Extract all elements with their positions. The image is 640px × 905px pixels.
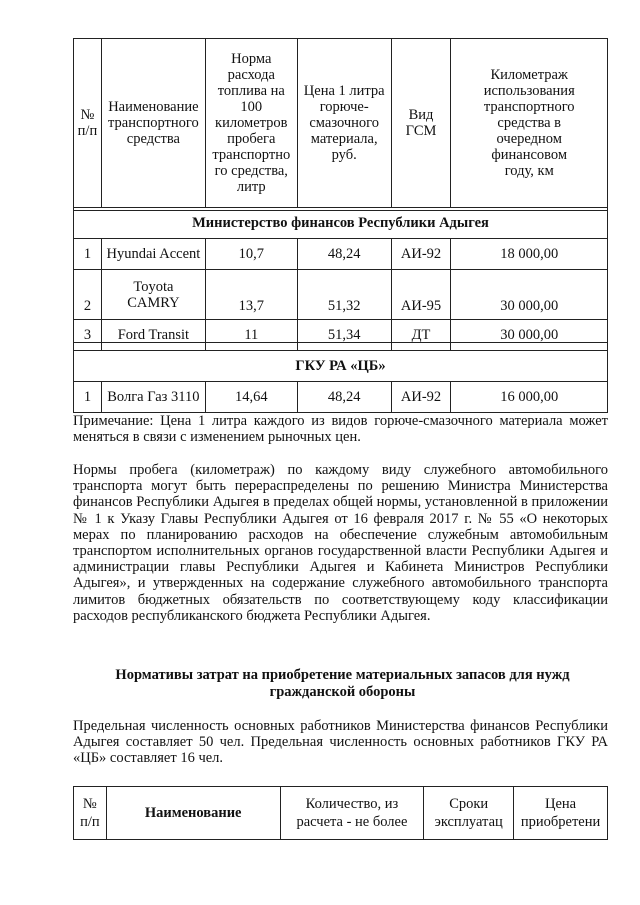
- header-vehicle-name: Наименование транспортного средства: [101, 39, 205, 208]
- row-num: 2: [74, 270, 102, 320]
- row-mileage: 18 000,00: [451, 239, 608, 270]
- civil-defense-heading: Нормативы затрат на приобретение материальных запасов для нужд гражданской обороны: [115, 667, 570, 700]
- row-norm: 11: [205, 320, 297, 351]
- header-quantity: Количество, из расчета - не более: [280, 787, 424, 840]
- header-name: Наименование: [106, 787, 280, 840]
- row-mileage: 16 000,00: [451, 382, 608, 413]
- header-purchase-price: Цена приобретени: [514, 787, 608, 840]
- row-vehicle: Toyota CAMRY: [101, 270, 205, 320]
- section-divider-line: [73, 342, 608, 343]
- row-price: 48,24: [297, 239, 391, 270]
- header-num: № п/п: [74, 39, 102, 208]
- row-fuel-type: АИ-92: [391, 239, 451, 270]
- row-price: 51,32: [297, 270, 391, 320]
- row-norm: 14,64: [205, 382, 297, 413]
- row-norm: 13,7: [205, 270, 297, 320]
- header-fuel-norm: Норма расхода топлива на 100 километров пробега транспортно го средства, литр: [205, 39, 297, 208]
- fuel-norms-table: [73, 38, 608, 413]
- row-fuel-type: АИ-92: [391, 382, 451, 413]
- row-vehicle: Волга Газ 3110: [101, 382, 205, 413]
- header-mileage: Километраж использования транспортного средства в очередном финансовом году, км: [451, 39, 608, 208]
- header-divider-line: [73, 210, 608, 211]
- header-num: № п/п: [74, 787, 107, 840]
- section-title: ГКУ РА «ЦБ»: [74, 351, 608, 382]
- header-fuel-type: Вид ГСМ: [391, 39, 451, 208]
- table-row: [74, 320, 608, 351]
- price-note: Примечание: Цена 1 литра каждого из видов горюче-смазочного материала может меняться в связи с изменением рыночных цен.: [73, 413, 608, 446]
- row-fuel-type: ДТ: [391, 320, 451, 351]
- table-header-row: [74, 39, 608, 208]
- row-norm: 10,7: [205, 239, 297, 270]
- row-num: 1: [74, 382, 102, 413]
- row-mileage: 30 000,00: [451, 320, 608, 351]
- supplies-table: [73, 786, 608, 840]
- row-vehicle: Ford Transit: [101, 320, 205, 351]
- row-price: 51,34: [297, 320, 391, 351]
- section-title: Министерство финансов Республики Адыгея: [74, 208, 608, 239]
- row-num: 1: [74, 239, 102, 270]
- section-row-ministry: [74, 208, 608, 239]
- row-price: 48,24: [297, 382, 391, 413]
- header-service-life: Сроки эксплуатац: [424, 787, 514, 840]
- table-row: [74, 239, 608, 270]
- row-vehicle: Hyundai Accent: [101, 239, 205, 270]
- header-fuel-price: Цена 1 литра горюче- смазочного материала, руб.: [297, 39, 391, 208]
- table-row: [74, 382, 608, 413]
- table-header-row: [74, 787, 608, 840]
- mileage-paragraph: Нормы пробега (километраж) по каждому виду служебного автомобильного транспорта могут быть перераспределены по решению Министра Министерства финансов Республики Адыгея в пределах общей нормы, установленной в приложении № 1 к Указу Главы Республики Адыгея от 16 февраля 2017 г. № 55 «О некоторых мерах по планированию расходов на обеспечение служебным автомобильным транспортом исполнительных органов государственной власти Республики Адыгея и администрации главы Республики Адыгея и Кабинета Министров Республики Адыгея», и утвержденных на содержание служебного автомобильного транспорта лимитов бюджетных обязательств по соответствующему коду классификации расходов республиканского бюджета Республики Адыгея.: [73, 462, 608, 624]
- row-fuel-type: АИ-95: [391, 270, 451, 320]
- table-row: [74, 270, 608, 320]
- row-mileage: 30 000,00: [451, 270, 608, 320]
- row-num: 3: [74, 320, 102, 351]
- section-row-gku: [74, 351, 608, 382]
- staff-paragraph: Предельная численность основных работников Министерства финансов Республики Адыгея составляет 50 чел. Предельная численность основных работников ГКУ РА «ЦБ» составляет 16 чел.: [73, 718, 608, 767]
